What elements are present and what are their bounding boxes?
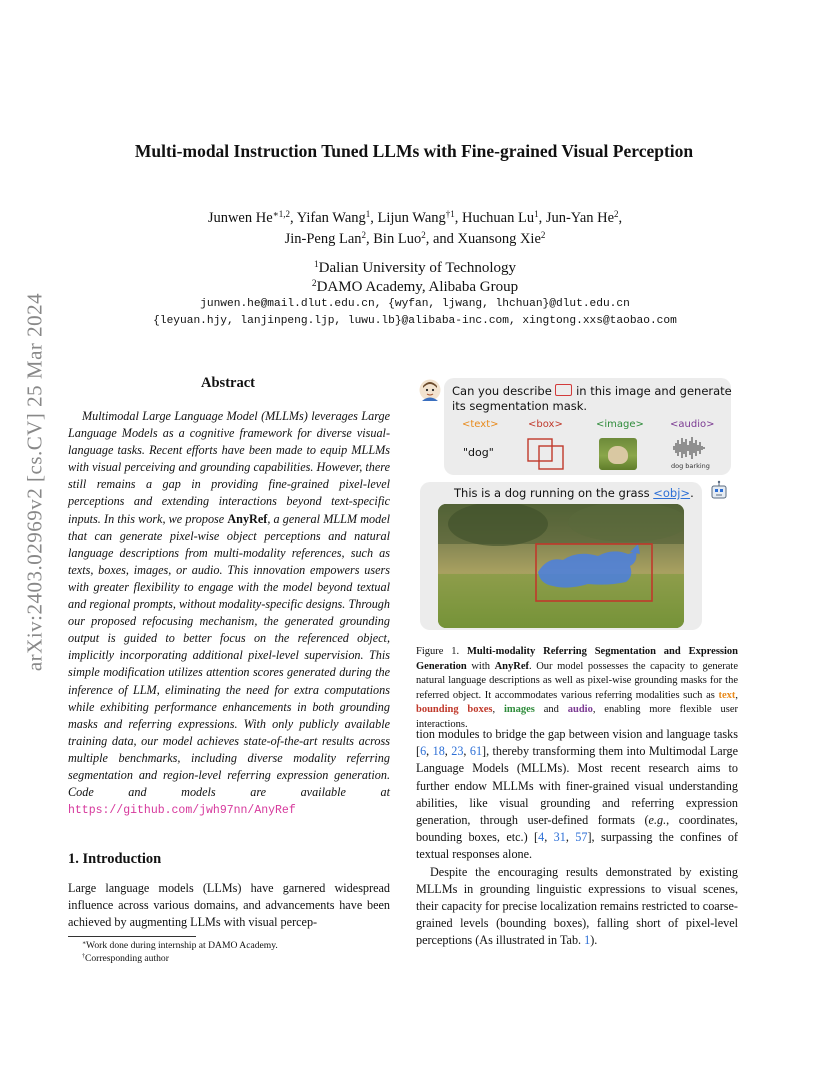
citation-link[interactable]: 57 xyxy=(575,830,588,845)
author: Jin-Peng Lan$^2$, xyxy=(284,230,374,247)
author: Junwen $He^{∗1,2}$, xyxy=(207,209,297,226)
modality-audio-label: <audio> xyxy=(670,419,715,430)
body-paragraph: Despite the encouraging results demonstrated by existing MLLMs in grounding linguistic expressions to visual scenes, their capacity for precise localization remains restricted to coarse-grained levels (bounding boxes), falling short of pixel-level perceptions (As illustrated in Tab. 1). xyxy=(416,864,738,948)
footnote-divider xyxy=(68,936,196,937)
footnote: ∗Work done during internship at DAMO Academy. xyxy=(82,940,278,951)
citation-link[interactable]: 4 xyxy=(538,830,545,845)
figure-1 xyxy=(416,376,738,632)
affiliation: $^1$Dalian University of Technology xyxy=(313,259,517,276)
author: Huchuan Lu$^1$, xyxy=(462,209,546,226)
section-heading-introduction: 1. Introduction xyxy=(68,851,162,867)
author: Lijun Wang$^{\dagger 1}$, xyxy=(377,209,462,226)
figure-caption: Figure 1. Multi-modality Referring Segmentation and Expression Generation with AnyRef. Our model possesses the capacity to generate natural language descriptions as well as pixel-wise grounding masks for the referred object. It accommodates various referring modalities such as text, bounding boxes, images and audio, enabling more flexible user interactions. xyxy=(416,646,739,730)
citation-link[interactable]: 23 xyxy=(451,744,464,759)
modality-box-label: <box> xyxy=(528,419,563,430)
audio-waveform-icon xyxy=(672,436,706,460)
code-link[interactable]: https://github.com/jwh97nn/AnyRef xyxy=(68,804,296,818)
question-text: Can you describe in this image and generate its segmentation mask. xyxy=(452,384,732,413)
user-avatar-icon xyxy=(419,379,441,401)
object-box-icon xyxy=(555,384,572,396)
paper-title: Multi-modal Instruction Tuned LLMs with Fine-grained Visual Perception xyxy=(134,141,694,161)
abstract-heading: Abstract xyxy=(201,375,255,391)
citation-link[interactable]: 61 xyxy=(469,744,483,759)
arxiv-stamp xyxy=(22,292,48,672)
affiliations xyxy=(120,259,710,297)
right-column-body xyxy=(416,726,738,950)
answer-text: This is a dog running on the grass <obj>. xyxy=(454,486,694,500)
author: Yifan Wang$^1$, xyxy=(296,209,378,226)
text-example: "dog" xyxy=(463,446,494,459)
dog-thumbnail-image xyxy=(599,438,637,470)
author-list xyxy=(120,208,710,250)
modality-text-label: <text> xyxy=(462,419,499,430)
footnote: †Corresponding author xyxy=(82,953,169,964)
modality-image-label: <image> xyxy=(596,419,644,430)
citation-link[interactable]: 6 xyxy=(420,744,427,759)
author: Bin Luo$^2$, and xyxy=(373,230,458,247)
citation-link[interactable]: 31 xyxy=(553,830,566,845)
bounding-boxes-icon xyxy=(526,436,566,472)
model-name: AnyRef xyxy=(227,511,268,526)
obj-token: <obj> xyxy=(653,486,691,500)
email-line: junwen.he@mail.dlut.edu.cn, {wyfan, ljwang, lhchuan}@dlut.edu.cn xyxy=(200,298,630,310)
abstract-body: Multimodal Large Language Model (MLLMs) leverages Large Language Models as a cognitive framework for diverse visual-language tasks. Recent efforts have been made to equip MLLMs with visual perceiving and grounding capabilities. However, there still remains a gap in providing fine-grained pixel-level perceptions and extending interactions beyond text-specific inputs. In this work, we propose AnyRef, a general MLLM model that can generate pixel-wise object perceptions and natural language descriptions from multi-modality references, such as texts, boxes, images, or audio. This innovation empowers users with greater flexibility to engage with the model beyond textual and regional prompts, without modality-specific designs. Through our proposed refocusing mechanism, the generated grounding output is guided to better focus on the referenced object, implicitly incorporating additional pixel-level supervision. This simple modification utilizes attention scores generated during the inference of LLM, eliminating the need for extra computations while exhibiting performance enhancements in both grounding masks and referring expressions. With only publicly available training data, our model achieves state-of-the-art results across multiple benchmarks, including diverse modality referring segmentation and region-level referring expression generation. Code and models are available at https://github.com/jwh97nn/AnyRef xyxy=(68,409,390,818)
robot-avatar-icon xyxy=(708,480,730,502)
author: Jun-Yan He$^2$, xyxy=(545,209,623,226)
email-list xyxy=(60,296,770,329)
arxiv-stamp-text: arXiv:2403.02969v2 [cs.CV] 25 Mar 2024 xyxy=(22,292,47,672)
email-line: {leyuan.hjy, lanjinpeng.ljp, luwu.lb}@alibaba-inc.com, xingtong.xxs@taobao.com xyxy=(153,314,677,327)
citation-link[interactable]: 1 xyxy=(584,933,591,948)
intro-paragraph: Large language models (LLMs) have garnered widespread influence across various domains, and advancements have been achieved by augmenting LLMs with visual percep- xyxy=(68,881,390,930)
dog-segmentation-photo xyxy=(438,504,684,628)
author: Xuansong Xie$^2$ xyxy=(457,230,546,247)
affiliation: $^2$DAMO Academy, Alibaba Group xyxy=(311,278,519,295)
footnotes xyxy=(68,939,390,965)
body-paragraph: tion modules to bridge the gap between vision and language tasks [6, 18, 23, 61], thereby transforming them into Multimodal Large Language Models (MLLMs). Most recent research aims to further endow MLLMs with finer-grained visual understanding abilities, like visual grounding and referring expression generation, through user-defined formats (e.g., coordinates, bounding boxes, etc.) [4, 31, 57], surpassing the confines of textual responses alone. xyxy=(416,727,739,862)
citation-link[interactable]: 18 xyxy=(432,744,445,759)
audio-caption: dog barking xyxy=(671,462,710,470)
